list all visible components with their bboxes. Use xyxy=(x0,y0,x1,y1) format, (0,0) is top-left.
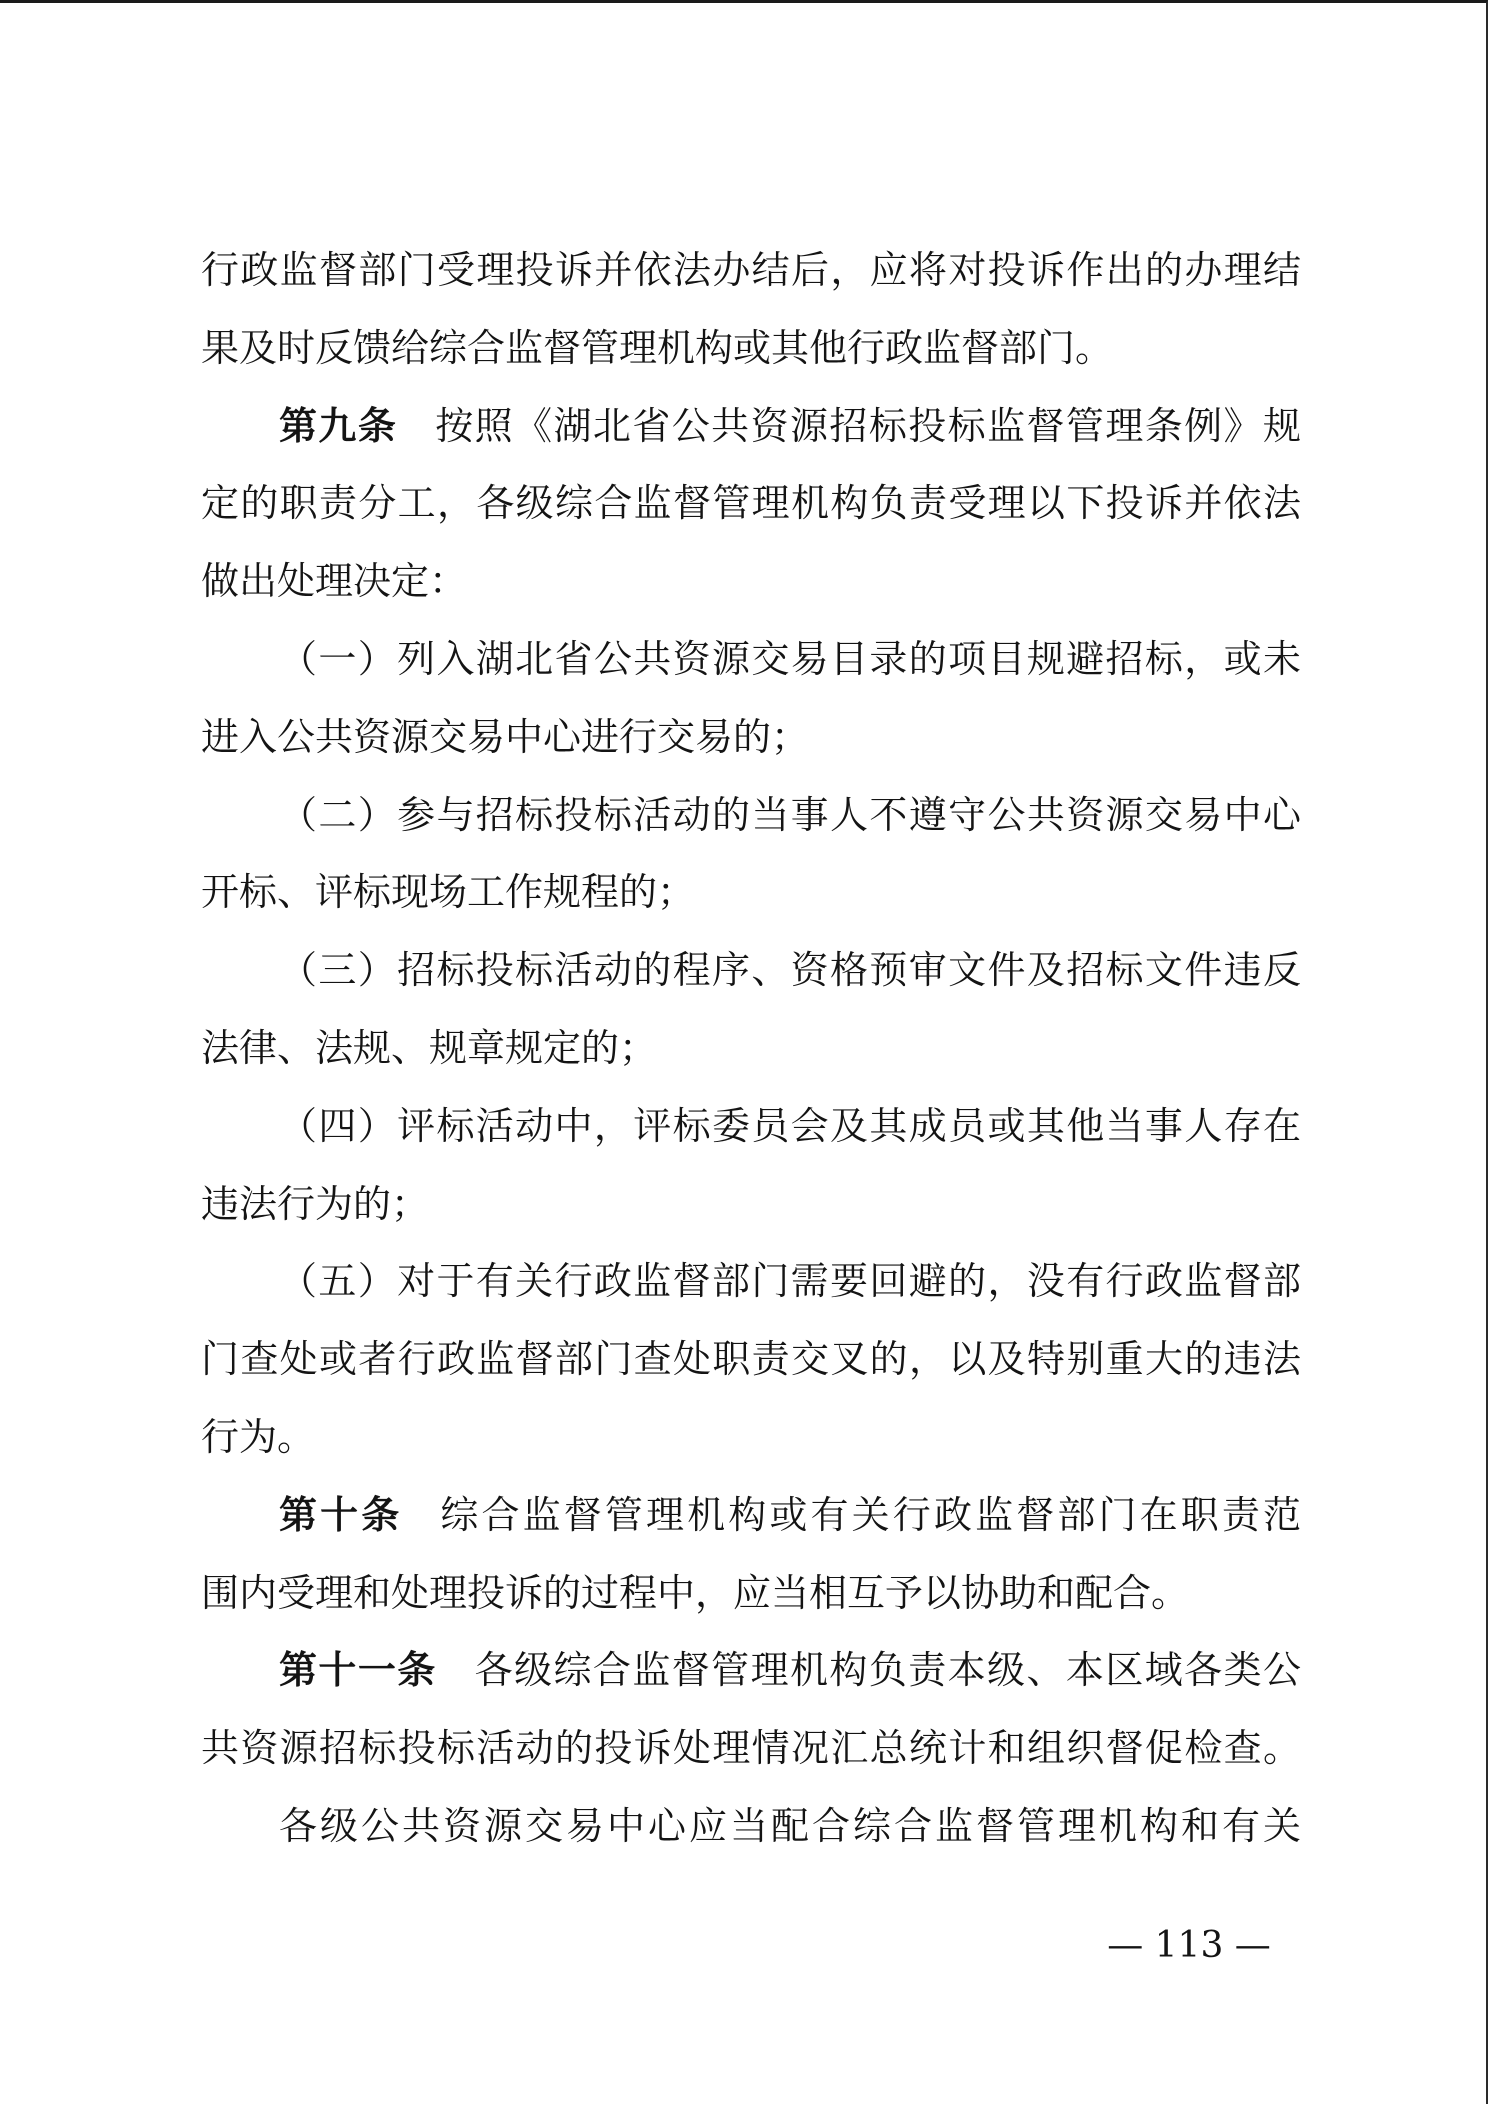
line-text: （二）参与招标投标活动的当事人不遵守公共资源交易中心 xyxy=(279,792,1301,837)
line-text: 门查处或者行政监督部门查处职责交叉的，以及特别重大的违法 xyxy=(201,1337,1301,1382)
text-line xyxy=(201,1555,1301,1633)
line-text: 各级综合监督管理机构负责本级、本区域各类公 xyxy=(474,1648,1301,1693)
text-line xyxy=(201,621,1301,699)
text-line xyxy=(201,699,1301,777)
text-line xyxy=(201,777,1301,855)
line-text: 定的职责分工，各级综合监督管理机构负责受理以下投诉并依法 xyxy=(201,481,1301,526)
article-number: 第十条 xyxy=(279,1492,403,1537)
line-text: 各级公共资源交易中心应当配合综合监督管理机构和有关 xyxy=(279,1803,1301,1848)
line-text: （四）评标活动中，评标委员会及其成员或其他当事人存在 xyxy=(279,1103,1301,1148)
page-number: — 113 — xyxy=(1107,1925,1271,1966)
article-number: 第十一条 xyxy=(279,1648,437,1693)
text-line xyxy=(201,465,1301,543)
text-line xyxy=(201,1243,1301,1321)
line-text: 进入公共资源交易中心进行交易的； xyxy=(201,714,810,759)
line-text: （五）对于有关行政监督部门需要回避的，没有行政监督部 xyxy=(279,1259,1301,1304)
line-text: 围内受理和处理投诉的过程中，应当相互予以协助和配合。 xyxy=(201,1570,1190,1615)
article-number: 第九条 xyxy=(279,403,398,448)
text-line xyxy=(201,1166,1301,1244)
line-text: 按照《湖北省公共资源招标投标监督管理条例》规 xyxy=(435,403,1301,448)
line-text: 开标、评标现场工作规程的； xyxy=(201,870,696,915)
line-text: 法律、法规、规章规定的； xyxy=(201,1025,658,1070)
line-text: 共资源招标投标活动的投诉处理情况汇总统计和组织督促检查。 xyxy=(201,1726,1301,1771)
line-text: （一）列入湖北省公共资源交易目录的项目规避招标，或未 xyxy=(279,636,1301,681)
line-text: 行政监督部门受理投诉并依法办结后，应将对投诉作出的办理结 xyxy=(201,248,1301,292)
text-line xyxy=(201,310,1301,388)
body-text xyxy=(201,232,1301,1866)
line-text: 综合监督管理机构或有关行政监督部门在职责范 xyxy=(440,1492,1301,1537)
text-line xyxy=(201,232,1301,310)
text-line xyxy=(201,1321,1301,1399)
text-line xyxy=(201,932,1301,1010)
text-line xyxy=(201,1632,1301,1710)
line-text: 做出处理决定： xyxy=(201,559,468,604)
text-line xyxy=(201,1710,1301,1788)
text-line xyxy=(201,388,1301,466)
line-text: 果及时反馈给综合监督管理机构或其他行政监督部门。 xyxy=(201,325,1114,370)
line-text: 行为。 xyxy=(201,1414,316,1459)
text-line xyxy=(201,543,1301,621)
text-line xyxy=(201,1088,1301,1166)
text-line xyxy=(201,1788,1301,1866)
text-line xyxy=(201,1477,1301,1555)
line-text: （三）招标投标活动的程序、资格预审文件及招标文件违反 xyxy=(279,948,1301,993)
line-text: 违法行为的； xyxy=(201,1181,430,1226)
text-line xyxy=(201,854,1301,932)
text-line xyxy=(201,1399,1301,1477)
text-line xyxy=(201,1010,1301,1088)
